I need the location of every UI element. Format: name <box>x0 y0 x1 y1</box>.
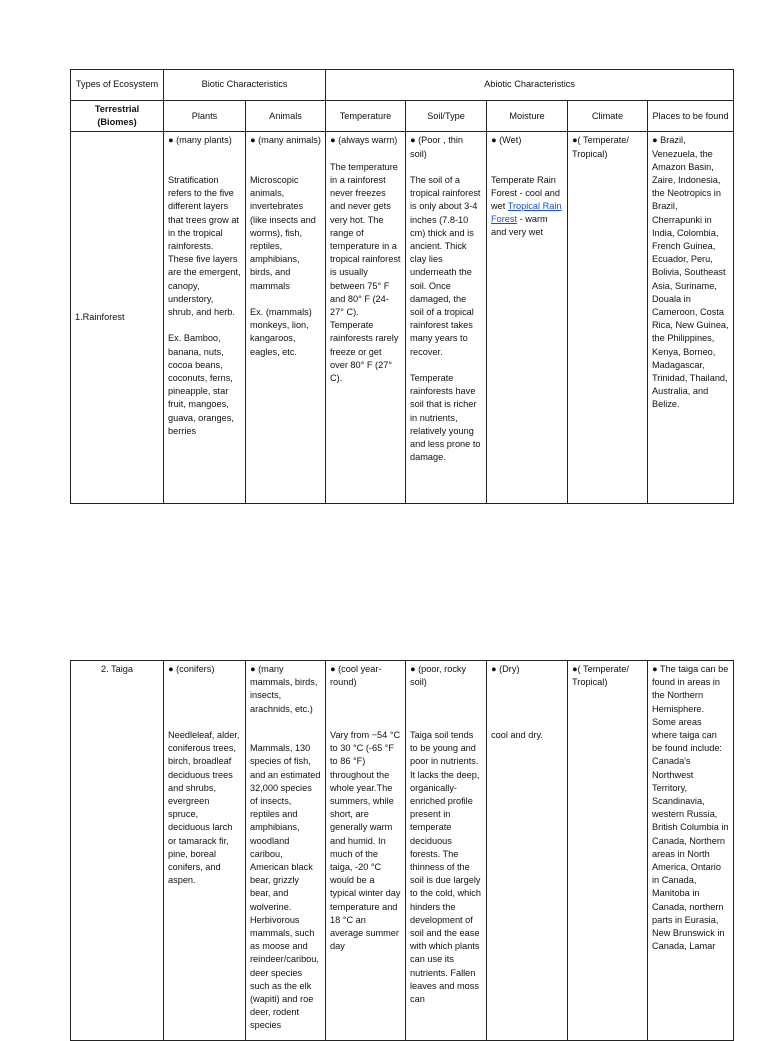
ecosystem-table-2 <box>70 660 734 1041</box>
subheader-temperature: Temperature <box>326 101 406 132</box>
ecosystem-name-rainforest: 1.Rainforest <box>71 132 164 504</box>
subheader-climate: Climate <box>568 101 648 132</box>
subheader-places: Places to be found <box>648 101 734 132</box>
cell-soil: ● (poor, rocky soil) Taiga soil tends to be young and poor in nutrients. It lacks the deep, organically-enriched profile present in temperate deciduous forests. The thinness of the soil is due largely to the cold, which hinders the development of soil and the ease with which plants can use its nutrients. Fallen leaves and moss can <box>406 661 487 1041</box>
cell-climate: ●( Temperate/ Tropical) <box>568 132 648 504</box>
subheader-plants: Plants <box>164 101 246 132</box>
header-abiotic: Abiotic Characteristics <box>326 70 734 101</box>
cell-soil: ● (Poor , thin soil) The soil of a tropical rainforest is only about 3-4 inches (7.8-10 cm) thick and is ancient. Thick clay lies underneath the soil. Once damaged, the soil of a tropical rainforest takes many years to recover. Temperate rainforests have soil that is richer in nutrients, relatively young and less prone to damage. <box>406 132 487 504</box>
cell-temperature: ● (cool year-round) Vary from −54 °C to 30 °C (-65 °F to 86 °F) throughout the whole year.The summers, while short, are generally warm and humid. In much of the taiga, -20 °C would be a typical winter day temperature and 18 °C an average summer day <box>326 661 406 1041</box>
cell-places: ● Brazil, Venezuela, the Amazon Basin, Zaire, Indonesia, the Neotropics in Brazil, Cherrapunki in India, Colombia, French Guinea, Ecuador, Peru, Bolivia, Southeast Asia, Suriname, Douala in Cameroon, Costa Rica, New Guinea, the Philippines, Kenya, Borneo, Madagascar, Trinidad, Thailand, Australia, and Belize. <box>648 132 734 504</box>
subheader-terrestrial: Terrestrial (Biomes) <box>71 101 164 132</box>
cell-moisture <box>487 132 568 504</box>
table-row <box>71 132 734 504</box>
moisture-description <box>491 174 563 240</box>
cell-moisture: ● (Dry) cool and dry. <box>487 661 568 1041</box>
cell-climate: ●( Temperate/ Tropical) <box>568 661 648 1041</box>
header-biotic: Biotic Characteristics <box>164 70 326 101</box>
cell-plants: ● (conifers) Needleleaf, alder, coniferous trees, birch, broadleaf deciduous trees and shrubs, evergreen spruce, deciduous larch or tamarack fir, pine, boreal conifers, and aspen. <box>164 661 246 1041</box>
moisture-text-tropical: - warm and very wet <box>491 214 548 238</box>
cell-temperature: ● (always warm) The temperature in a rainforest never freezes and never gets very hot. The range of temperature in a tropical rainforest is usually between 75° F and 80° F (24-27° C). Temperate rainforests rarely freeze or get over 80° F (27° C). <box>326 132 406 504</box>
moisture-text-temperate: Temperate Rain Forest - cool and wet <box>491 174 560 212</box>
cell-animals: ● (many mammals, birds, insects, arachnids, etc.) Mammals, 130 species of fish, and an estimated 32,000 species of insects, reptiles and amphibians, woodland caribou, American black bear, grizzly bear, and wolverine. Herbivorous mammals, such as moose and reindeer/caribou, deer species such as the elk (wapiti) and roe deer, rodent species <box>246 661 326 1041</box>
moisture-label: ● (Wet) <box>491 135 522 146</box>
header-types: Types of Ecosystem <box>71 70 164 101</box>
subheader-soil: Soil/Type <box>406 101 487 132</box>
cell-places: ● The taiga can be found in areas in the Northern Hemisphere. Some areas where taiga can be found include: Canada's Northwest Territory, Scandinavia, western Russia, British Columbia in Canada, Northern areas in North America, Ontario in Canada, Manitoba in Canada, northern parts in Eurasia, New Brunswick in Canada, Lamar <box>648 661 734 1041</box>
ecosystem-table-1 <box>70 69 734 504</box>
ecosystem-name-taiga: 2. Taiga <box>71 661 164 1041</box>
cell-plants: ● (many plants) Stratification refers to the five different layers that trees grow at in the tropical rainforests. These five layers are the emergent, canopy, understory, shrub, and herb. Ex. Bamboo, banana, nuts, cocoa beans, coconuts, ferns, pineapple, star fruit, mangoes, guava, oranges, berries <box>164 132 246 504</box>
cell-animals: ● (many animals) Microscopic animals, invertebrates (like insects and worms), fish, reptiles, amphibians, birds, and mammals Ex. (mammals) monkeys, lion, kangaroos, eagles, etc. <box>246 132 326 504</box>
subheader-animals: Animals <box>246 101 326 132</box>
table-row <box>71 661 734 1041</box>
tropical-rain-forest-link[interactable]: Tropical Rain Forest <box>491 201 562 225</box>
subheader-moisture: Moisture <box>487 101 568 132</box>
